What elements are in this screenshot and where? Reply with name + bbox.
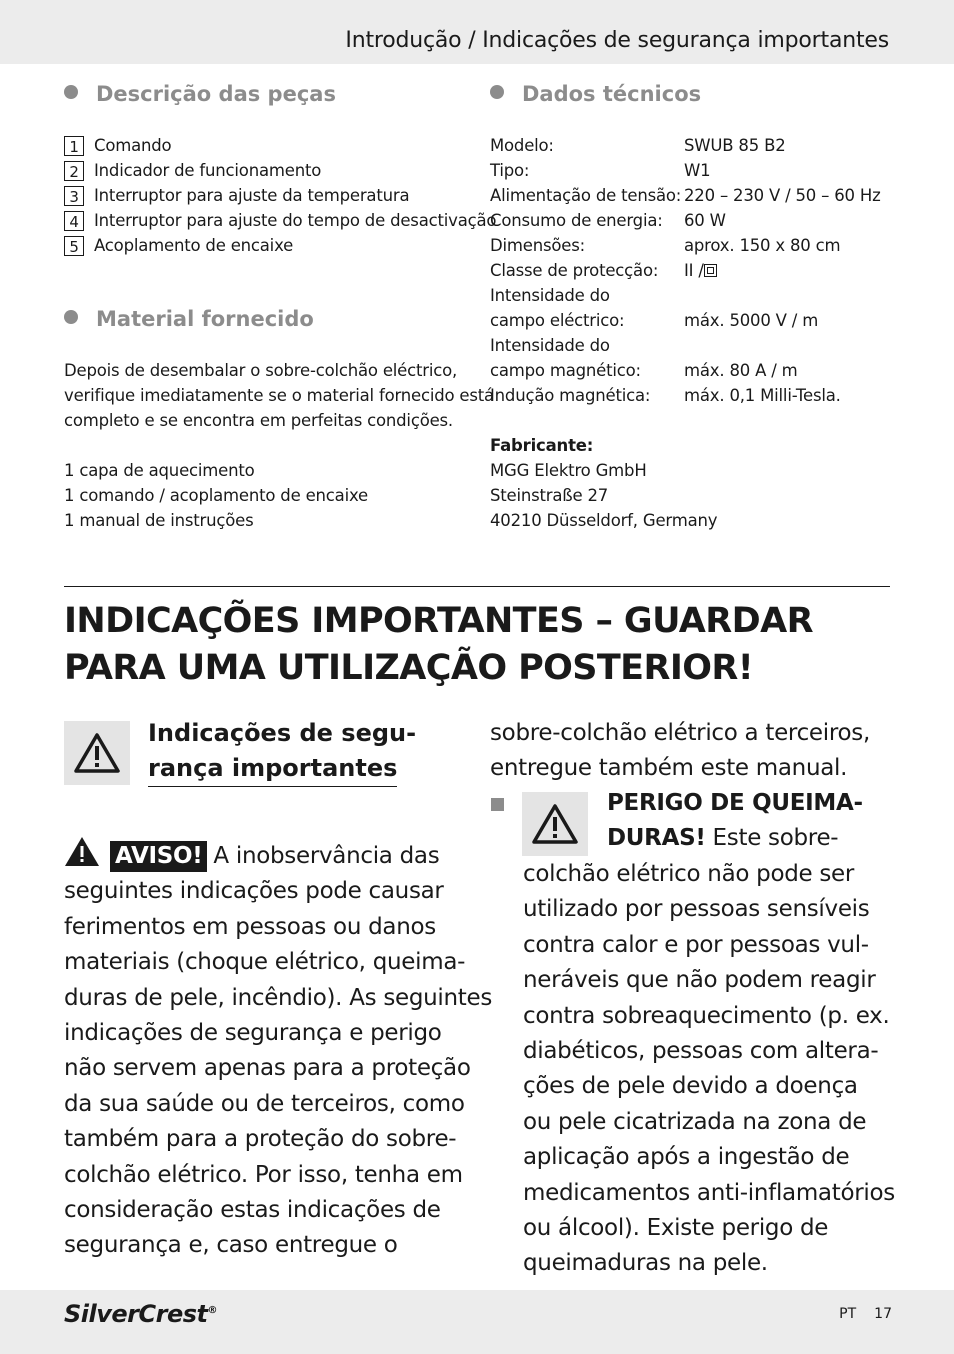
list-item: 1 comando / acoplamento de encaixe (64, 486, 368, 505)
list-item: 1 capa de aquecimento (64, 461, 255, 480)
table-row (490, 208, 881, 233)
bullet-dot-icon (490, 85, 504, 99)
table-row (490, 283, 881, 308)
text-line: completo e se encontra em perfeitas condições. (64, 411, 453, 430)
warning-triangle-icon (530, 802, 580, 846)
protection-class-icon (704, 264, 717, 277)
square-bullet-icon (491, 798, 504, 811)
spec-value: máx. 0,1 Milli-Tesla. (684, 386, 841, 405)
spec-value: W1 (684, 161, 711, 180)
table-row (490, 308, 881, 333)
page-info (839, 1306, 892, 1322)
spec-label: Modelo: (490, 136, 554, 155)
text-line: medicamentos anti-inflamatórios (523, 1179, 895, 1206)
table-row (490, 258, 881, 283)
part-number: 2 (64, 161, 84, 181)
heading-line: Indicações de segu- (148, 719, 417, 747)
text-line: diabéticos, pessoas com altera- (523, 1038, 879, 1065)
text-line: consideração estas indicações de (64, 1197, 441, 1224)
list-item (64, 133, 496, 158)
spec-label: campo magnético: (490, 361, 641, 380)
list-item (64, 183, 496, 208)
text-line: segurança e, caso entregue o (64, 1232, 398, 1259)
part-number: 1 (64, 136, 84, 156)
table-row (490, 133, 881, 158)
part-label: Interruptor para ajuste da temperatura (94, 186, 410, 205)
text-line: verifique imediatamente se o material fornecido está (64, 386, 494, 405)
brand-logo (64, 1300, 217, 1328)
text-line: 40210 Düsseldorf, Germany (490, 511, 718, 530)
danger-paragraph (523, 857, 895, 1282)
spec-label: campo eléctrico: (490, 311, 625, 330)
part-number: 3 (64, 186, 84, 206)
tech-heading (490, 82, 701, 106)
part-label: Comando (94, 136, 172, 155)
supplied-heading-label: Material fornecido (96, 307, 314, 331)
list-item (64, 158, 496, 183)
heading-line: rança importantes (148, 751, 397, 787)
manufacturer-block (490, 433, 717, 533)
aviso-badge: AVISO! (110, 841, 207, 872)
warning-triangle-icon (72, 731, 122, 775)
text-line: colchão elétrico. Por isso, tenha em (64, 1161, 463, 1188)
list-item: 1 manual de instruções (64, 511, 254, 530)
part-label: Indicador de funcionamento (94, 161, 322, 180)
list-item (64, 233, 496, 258)
text-line: sobre-colchão elétrico a terceiros, (490, 720, 870, 746)
spec-value: 60 W (684, 211, 726, 230)
spec-label: Classe de protecção: (490, 261, 659, 280)
warning-paragraph (64, 836, 492, 1264)
spec-value: máx. 80 A / m (684, 361, 798, 380)
spec-value: aprox. 150 x 80 cm (684, 236, 841, 255)
language-code: PT (839, 1306, 857, 1322)
warning-box (64, 721, 130, 785)
spec-label: Alimentação de tensão: (490, 186, 682, 205)
text-line: não servem apenas para a proteção (64, 1055, 471, 1082)
brand-name: SilverCrest (64, 1300, 208, 1328)
page-header-title: Introdução / Indicações de segurança importantes (345, 28, 889, 53)
text-line: da sua saúde ou de terceiros, como (64, 1090, 465, 1117)
text-line: colchão elétrico não pode ser (523, 861, 855, 887)
spec-label: Tipo: (490, 161, 530, 180)
text-line: contra calor e por pessoas vul- (523, 931, 869, 958)
tech-specs-table (490, 133, 881, 408)
continuation-paragraph (490, 716, 870, 787)
spec-label: Consumo de energia: (490, 211, 663, 230)
text-line: indicações de segurança e perigo (64, 1020, 442, 1047)
spec-value: II / (684, 261, 704, 280)
supplied-heading (64, 307, 314, 331)
danger-heading-line: PERIGO DE QUEIMA- (607, 790, 863, 816)
text-line (64, 836, 492, 874)
title-line: INDICAÇÕES IMPORTANTES – GUARDAR (64, 601, 813, 641)
spec-label: Dimensões: (490, 236, 585, 255)
part-number: 5 (64, 236, 84, 256)
spec-value: 220 – 230 V / 50 – 60 Hz (684, 186, 881, 205)
text-line: Depois de desembalar o sobre-colchão eléctrico, (64, 361, 458, 380)
text-line: queimaduras na pele. (523, 1250, 768, 1277)
warning-box (522, 792, 588, 856)
text-line: utilizado por pessoas sensíveis (523, 896, 870, 923)
page-number: 17 (874, 1306, 892, 1322)
part-label: Interruptor para ajuste do tempo de desactivação (94, 211, 497, 230)
text-line: materiais (choque elétrico, queima- (64, 949, 466, 976)
text-line: ções de pele devido a doença (523, 1073, 858, 1100)
table-row (490, 333, 881, 358)
danger-heading (607, 786, 863, 857)
list-item (64, 208, 496, 233)
parts-heading (64, 82, 336, 106)
parts-heading-label: Descrição das peças (96, 82, 336, 106)
table-row (490, 358, 881, 383)
text-line: ou pele cicatrizada na zona de (523, 1108, 867, 1135)
table-row (490, 233, 881, 258)
text-line: entregue também este manual. (490, 755, 848, 782)
spec-value: SWUB 85 B2 (684, 136, 786, 155)
text-segment: Este sobre- (705, 825, 839, 852)
spec-label: Indução magnética: (490, 386, 651, 405)
danger-heading-line: DURAS! (607, 825, 706, 852)
registered-mark-icon: ® (207, 1305, 217, 1316)
text-line: duras de pele, incêndio). As seguintes (64, 984, 493, 1011)
manufacturer-label: Fabricante: (490, 436, 594, 455)
section-divider (64, 586, 890, 587)
text-line: também para a proteção do sobre- (64, 1126, 457, 1153)
text-line: ferimentos em pessoas ou danos (64, 913, 436, 940)
text-line: Steinstraße 27 (490, 486, 609, 505)
safety-heading (148, 716, 416, 787)
spec-label: Intensidade do (490, 286, 610, 305)
text-line: MGG Elektro GmbH (490, 461, 647, 480)
warning-triangle-icon (64, 836, 100, 867)
part-label: Acoplamento de encaixe (94, 236, 294, 255)
text-line: ou álcool). Existe perigo de (523, 1215, 829, 1242)
table-row (490, 158, 881, 183)
text-line: neráveis que não podem reagir (523, 967, 876, 994)
supplied-intro (64, 358, 494, 433)
text-segment: A inobservância das (213, 843, 440, 869)
spec-label: Intensidade do (490, 336, 610, 355)
table-row (490, 183, 881, 208)
table-row (490, 383, 881, 408)
spec-value: máx. 5000 V / m (684, 311, 819, 330)
text-line: contra sobreaquecimento (p. ex. (523, 1002, 890, 1029)
part-number: 4 (64, 211, 84, 231)
supplied-items (64, 458, 368, 533)
bullet-dot-icon (64, 310, 78, 324)
parts-list (64, 133, 496, 258)
title-line: PARA UMA UTILIZAÇÃO POSTERIOR! (64, 648, 754, 688)
text-line: aplicação após a ingestão de (523, 1144, 850, 1171)
text-line: seguintes indicações pode causar (64, 878, 444, 905)
bullet-dot-icon (64, 85, 78, 99)
main-title (64, 598, 813, 692)
tech-heading-label: Dados técnicos (522, 82, 702, 106)
